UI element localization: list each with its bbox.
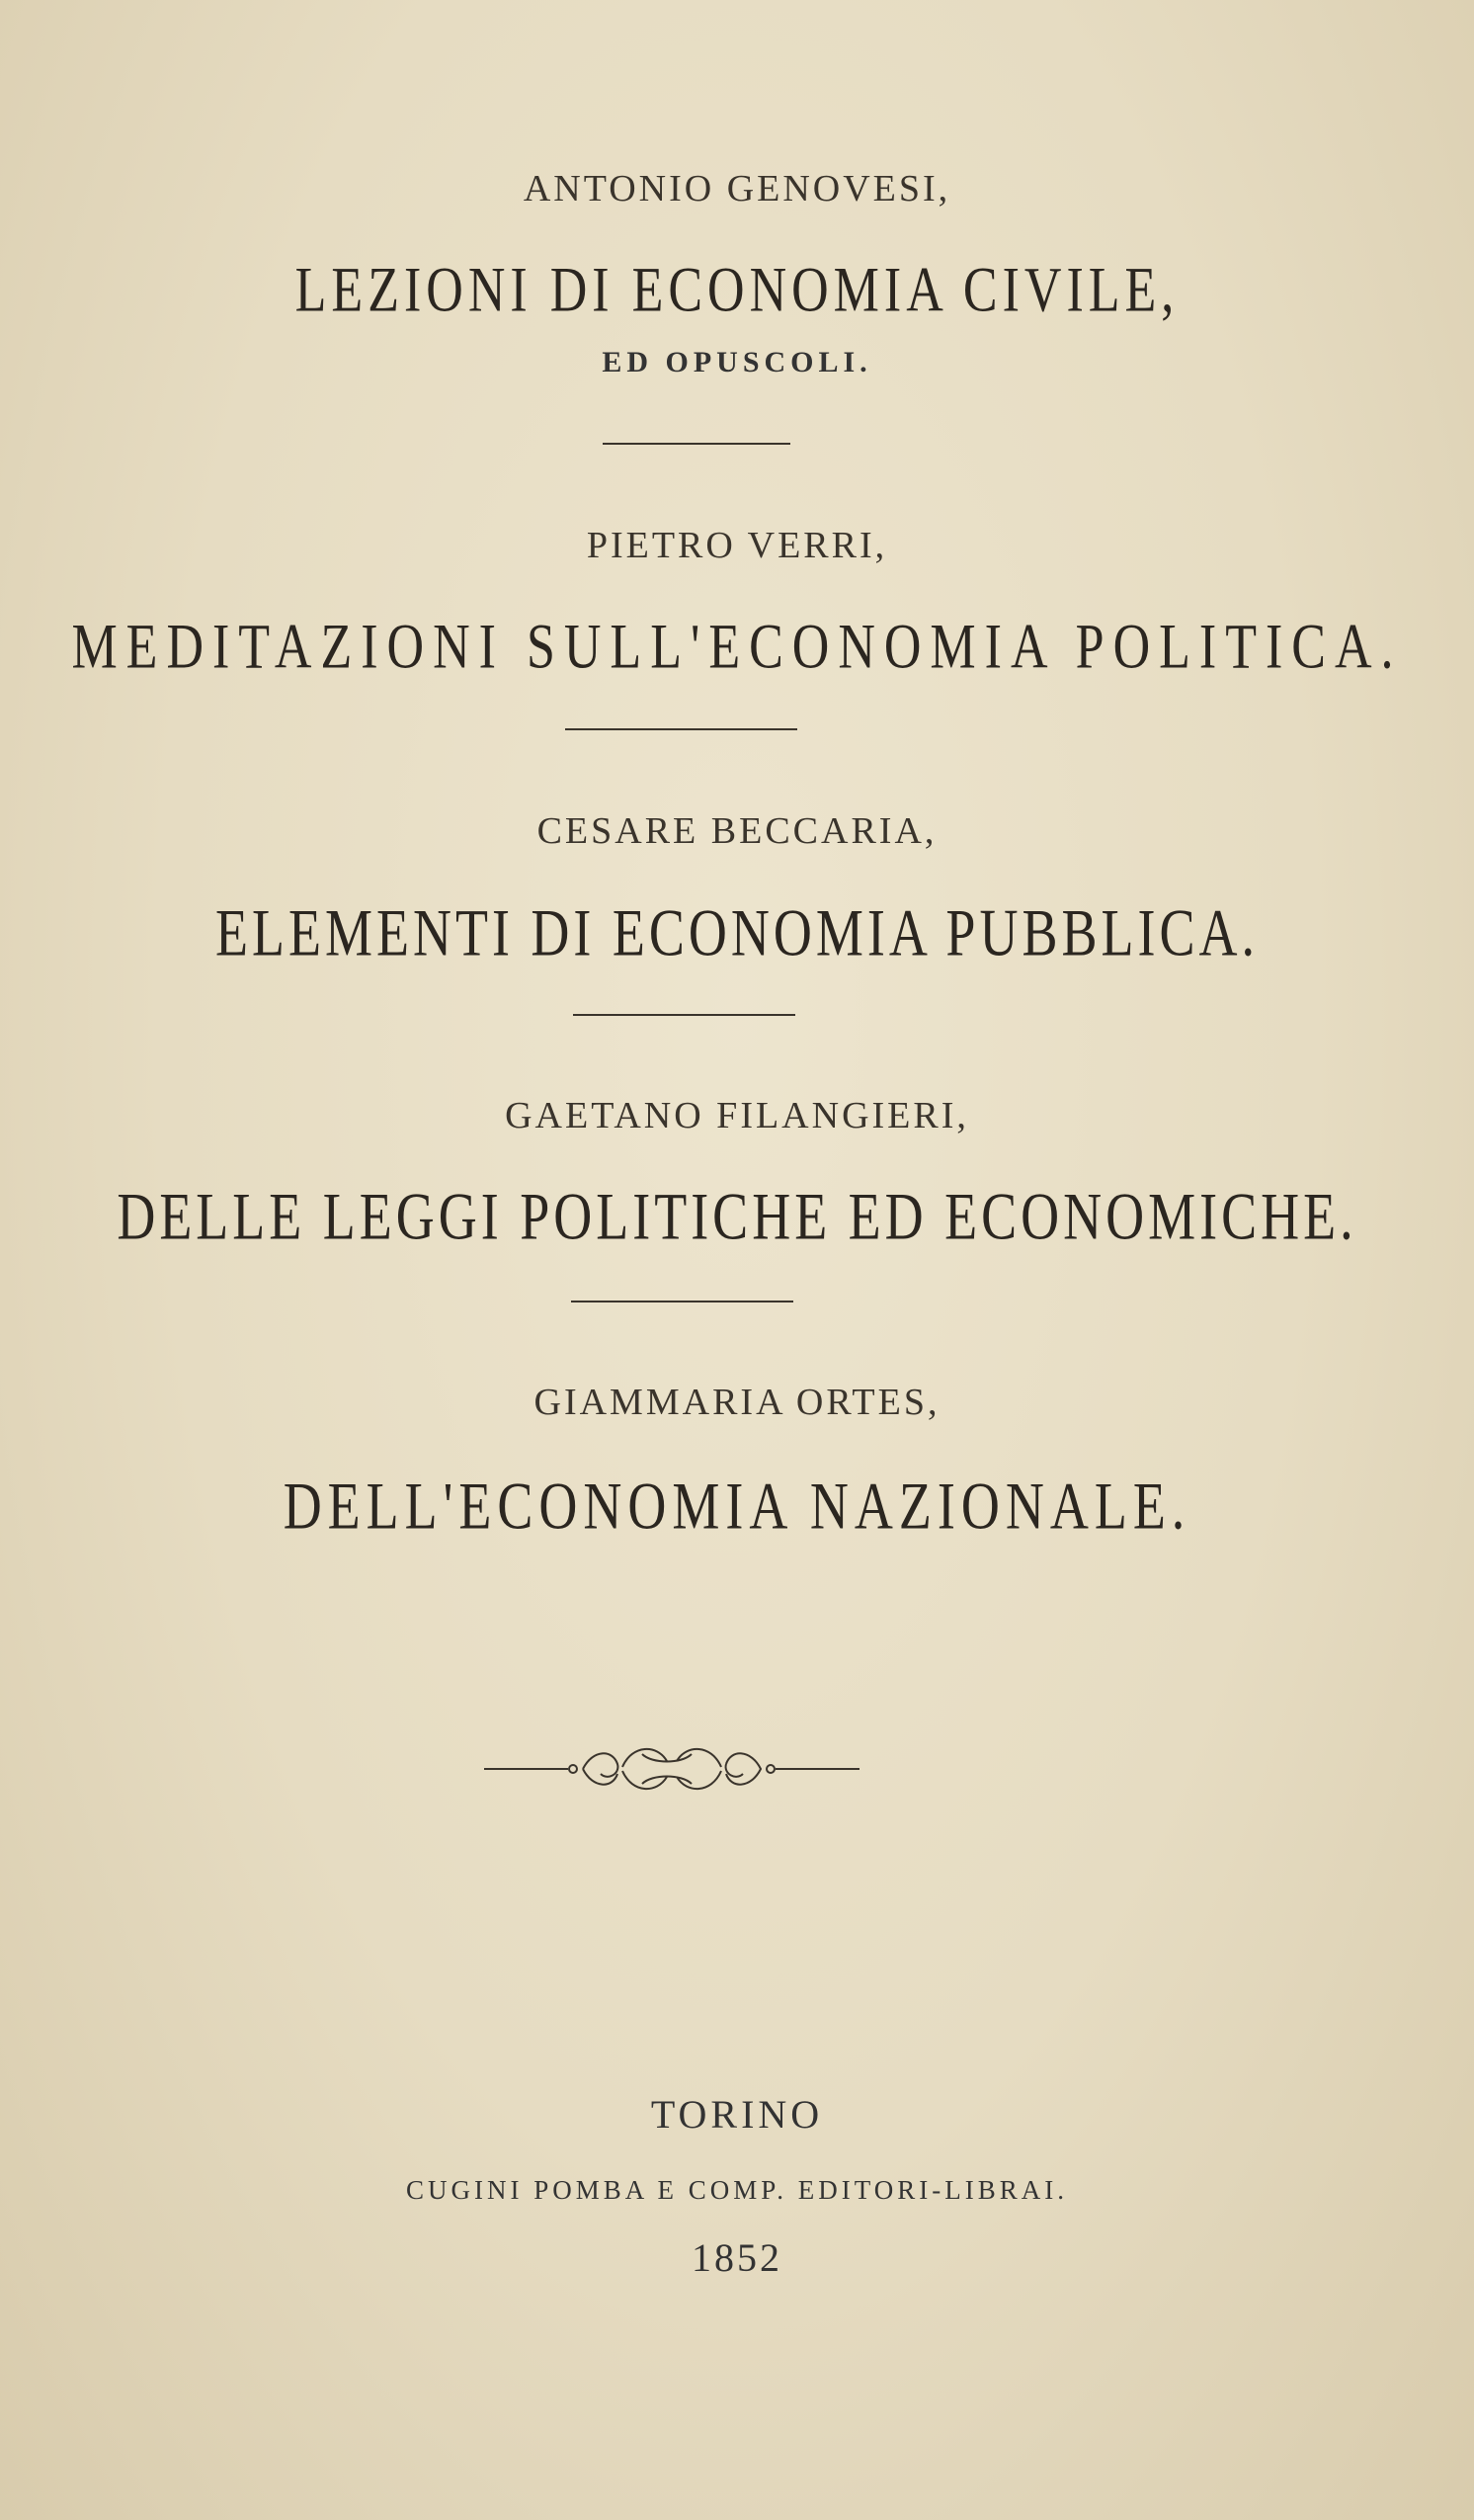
work-5-title: DELL'ECONOMIA NAZIONALE. — [283, 1469, 1191, 1544]
work-1-subtitle: ED OPUSCOLI. — [602, 346, 872, 378]
work-3-author: CESARE BECCARIA, — [536, 810, 938, 852]
work-4-title: DELLE LEGGI POLITICHE ED ECONOMICHE. — [117, 1179, 1357, 1254]
divider-rule — [565, 728, 797, 730]
divider-rule — [573, 1014, 795, 1016]
work-1-author: ANTONIO GENOVESI, — [523, 168, 951, 210]
work-1-title: LEZIONI DI ECONOMIA CIVILE, — [294, 255, 1180, 326]
work-5-author: GIAMMARIA ORTES, — [533, 1382, 941, 1423]
work-4-author: GAETANO FILANGIERI, — [505, 1095, 969, 1136]
work-2-title: MEDITAZIONI SULL'ECONOMIA POLITICA. — [71, 612, 1403, 683]
work-2-author: PIETRO VERRI, — [586, 525, 888, 566]
imprint-publisher: CUGINI POMBA E COMP. EDITORI-LIBRAI. — [405, 2175, 1069, 2205]
imprint-year: 1852 — [692, 2235, 782, 2280]
divider-rule — [603, 443, 790, 445]
imprint-city: TORINO — [650, 2092, 824, 2137]
work-3-title: ELEMENTI DI ECONOMIA PUBBLICA. — [215, 895, 1259, 970]
divider-rule — [571, 1301, 793, 1302]
ornament-flourish-icon — [484, 1739, 860, 1799]
